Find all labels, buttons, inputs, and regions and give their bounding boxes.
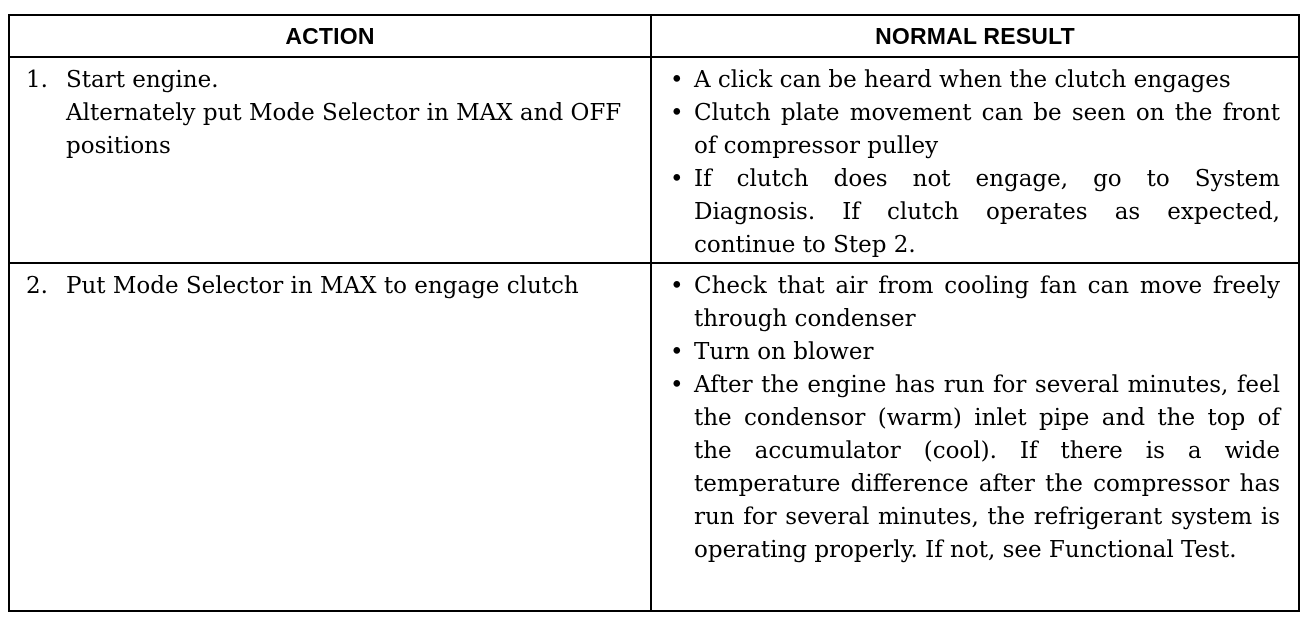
- result-cell: [651, 57, 1299, 263]
- step: [26, 270, 640, 303]
- diagnosis-table: [8, 14, 1300, 612]
- result-list: [668, 270, 1280, 567]
- list-item: [668, 270, 1280, 336]
- list-item: [668, 163, 1280, 262]
- header-row: [9, 15, 1299, 57]
- step-body: [66, 270, 640, 303]
- step: [26, 64, 640, 163]
- action-cell: [9, 57, 651, 263]
- header-action: ACTION: [9, 15, 651, 57]
- result-text: Clutch plate movement can be seen on the front of compressor pulley: [694, 100, 1280, 159]
- action-cell: [9, 263, 651, 611]
- table-row: [9, 57, 1299, 263]
- action-line: Start engine.: [66, 67, 219, 93]
- header-normal-result: NORMAL RESULT: [651, 15, 1299, 57]
- result-text: If clutch does not engage, go to System Diagnosis. If clutch operates as expected, continue to Step 2.: [694, 166, 1280, 258]
- list-item: [668, 97, 1280, 163]
- result-list: [668, 64, 1280, 262]
- bullet-icon: •: [670, 372, 684, 398]
- result-text: After the engine has run for several minutes, feel the condensor (warm) inlet pipe and the top of the accumulator (cool). If there is a wide temperature difference after the compressor has run for several minutes, the refrigerant system is operating properly. If not, see Functional Test.: [694, 372, 1280, 563]
- step-body: [66, 64, 640, 163]
- result-cell: [651, 263, 1299, 611]
- bullet-icon: •: [670, 166, 684, 192]
- result-text: Check that air from cooling fan can move freely through condenser: [694, 273, 1280, 332]
- step-number: 2.: [26, 273, 48, 299]
- action-line: Alternately put Mode Selector in MAX and OFF positions: [66, 100, 622, 159]
- list-item: [668, 64, 1280, 97]
- list-item: [668, 369, 1280, 567]
- bullet-icon: •: [670, 339, 684, 365]
- step-number: 1.: [26, 67, 48, 93]
- bullet-icon: •: [670, 67, 684, 93]
- action-line: Put Mode Selector in MAX to engage clutch: [66, 273, 579, 299]
- table-row: [9, 263, 1299, 611]
- bullet-icon: •: [670, 273, 684, 299]
- result-text: A click can be heard when the clutch engages: [694, 67, 1231, 93]
- result-text: Turn on blower: [694, 339, 874, 365]
- bullet-icon: •: [670, 100, 684, 126]
- list-item: [668, 336, 1280, 369]
